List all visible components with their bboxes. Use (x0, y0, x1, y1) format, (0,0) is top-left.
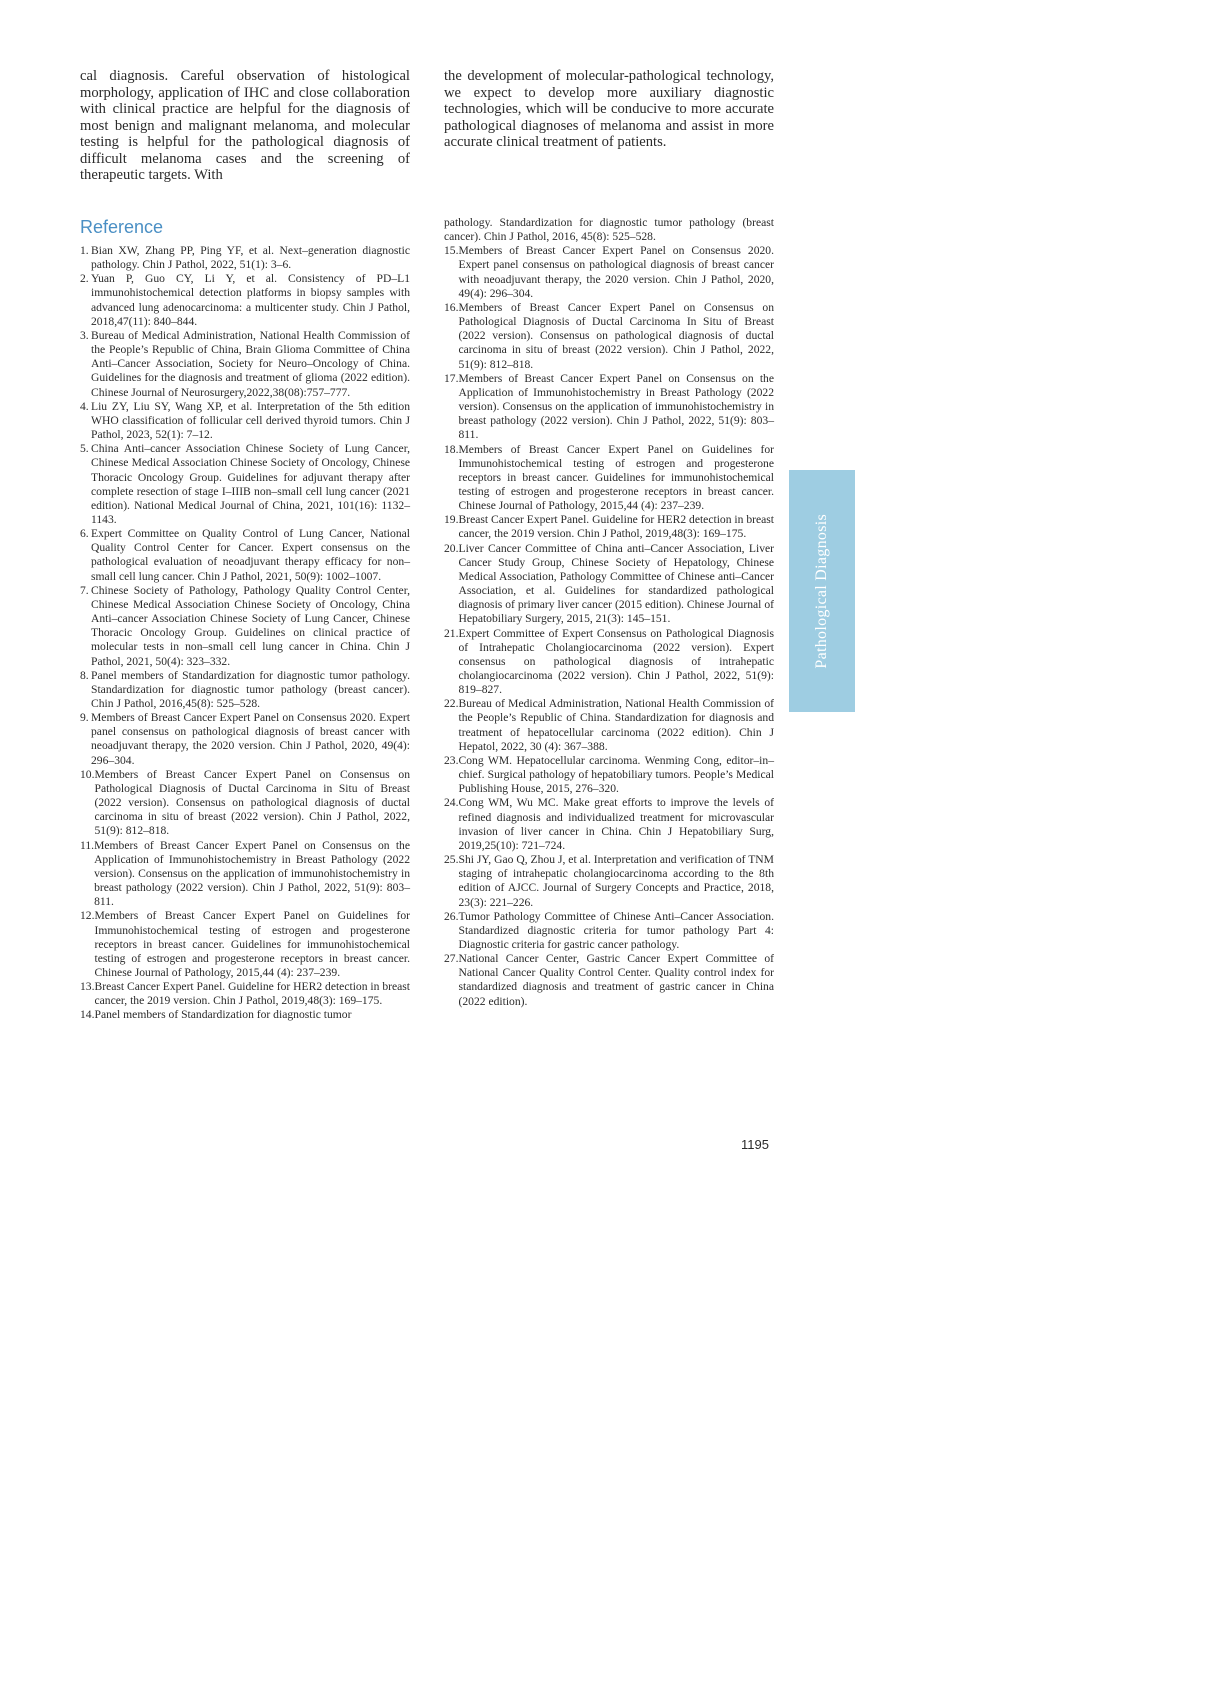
reference-item (444, 372, 774, 443)
reference-item (80, 711, 410, 768)
reference-item (80, 980, 410, 1008)
reference-heading: Reference (80, 217, 164, 237)
reference-item (80, 669, 410, 711)
reference-item (80, 584, 410, 669)
reference-number: 26. (444, 909, 459, 923)
reference-number: 1. (80, 244, 89, 257)
reference-item (444, 513, 774, 541)
reference-item (444, 244, 774, 301)
reference-number: 21. (444, 626, 459, 640)
reference-number: 23. (444, 753, 459, 767)
reference-text: Members of Breast Cancer Expert Panel on Guidelines for Immunohistochemical testing of estrogen and progesterone receptors in breast cancer. Guidelines for immunohistochemical testing of estrogen and progesterone receptors in breast cancer. Chinese Journal of Pathology, 2015,44 (4): 237–239. (94, 909, 410, 979)
reference-number: 18. (444, 442, 459, 456)
reference-number: 3. (80, 328, 89, 342)
reference-item (80, 527, 410, 584)
reference-number: 2. (80, 272, 89, 286)
reference-item (80, 768, 410, 839)
reference-text: Expert Committee of Expert Consensus on Pathological Diagnosis of Intrahepatic Cholangiocarcinoma (2022 version). Expert consensus on pathological diagnosis of intrahepatic cholangiocarcinoma (2022 version). Chin J Pathol, 2022, 51(9): 819–827. (458, 626, 774, 697)
reference-text: Shi JY, Gao Q, Zhou J, et al. Interpretation and verification of TNM staging of intrahepatic cholangiocarcinoma according to the 8th edition of AJCC. Journal of Surgery Concepts and Practice, 2018, 23(3): 221–226. (458, 853, 774, 909)
reference-item (80, 400, 410, 442)
body-text-right: the development of molecular-pathological technology, we expect to develop more auxiliary diagnostic technologies, which will be conducive to more accurate pathological diagnoses of melanoma and assist in more accurate clinical treatment of patients. (444, 68, 774, 150)
reference-item (444, 542, 774, 627)
reference-text: Liver Cancer Committee of China anti–Cancer Association, Liver Cancer Study Group, Chinese Society of Hepatology, Chinese Medical Association, Pathology Committee of Chinese anti–Cancer Association, et al. Guidelines for standardized pathological diagnosis of primary liver cancer (2015 edition). Chinese Journal of Hepatobiliary Surgery, 2015, 21(3): 145–151. (458, 541, 774, 626)
reference-number: 6. (80, 527, 89, 541)
reference-text: Breast Cancer Expert Panel. Guideline for HER2 detection in breast cancer, the 2019 version. Chin J Pathol, 2019,48(3): 169–175. (458, 513, 775, 541)
reference-item (444, 443, 774, 514)
reference-text: Panel members of Standardization for diagnostic tumor pathology. Standardization for diagnostic tumor pathology (breast cancer). Chin J Pathol, 2016,45(8): 525–528. (91, 668, 410, 710)
reference-number: 4. (80, 399, 89, 413)
reference-text: Members of Breast Cancer Expert Panel on Consensus 2020. Expert panel consensus on pathological diagnosis of breast cancer with neoadjuvant therapy, the 2020 version. Chin J Pathol, 2020, 49(4): 296–304. (91, 711, 410, 767)
reference-item (80, 1008, 410, 1022)
reference-number: 8. (80, 668, 89, 682)
reference-number: 20. (444, 541, 459, 555)
reference-item (80, 272, 410, 329)
reference-item (80, 329, 410, 400)
reference-number: 16. (444, 300, 459, 314)
reference-number: 10. (80, 767, 95, 781)
reference-item (80, 909, 410, 980)
reference-item (80, 442, 410, 527)
reference-item (444, 910, 774, 952)
reference-text: Expert Committee on Quality Control of Lung Cancer, National Quality Control Center for Cancer. Expert consensus on the pathological evaluation of neoadjuvant therapy efficacy for non–small cell lung cancer. Chin J Pathol, 2021, 50(9): 1002–1007. (91, 527, 410, 583)
section-side-tab (789, 470, 855, 712)
page-number: 1195 (741, 1137, 769, 1152)
reference-text: National Cancer Center, Gastric Cancer Expert Committee of National Cancer Quality Control Center. Quality control index for standardized diagnosis and treatment of gastric cancer in China (2022 edition). (458, 952, 774, 1008)
reference-text: Members of Breast Cancer Expert Panel on Consensus 2020. Expert panel consensus on pathological diagnosis of breast cancer with neoadjuvant therapy, the 2020 version. Chin J Pathol, 2020, 49(4): 296–304. (458, 244, 774, 300)
reference-text: Members of Breast Cancer Expert Panel on Consensus on Pathological Diagnosis of Ductal Carcinoma in Situ of Breast (2022 version). Consensus on pathological diagnosis of ductal carcinoma in situ of breast (2022 version). Chin J Pathol, 2022, 51(9): 812–818. (94, 767, 410, 838)
reference-number: 25. (444, 853, 459, 867)
reference-number: 17. (444, 371, 459, 385)
reference-text: Members of Breast Cancer Expert Panel on Consensus on the Application of Immunohistochemistry in Breast Pathology (2022 version). Consensus on the application of immunohistochemistry in breast pathology (2022 version). Chin J Pathol, 2022, 51(9): 803–811. (458, 371, 774, 442)
reference-text: Tumor Pathology Committee of Chinese Anti–Cancer Association. Standardized diagnostic criteria for tumor pathology Part 4: Diagnostic criteria for gastric cancer pathology. (458, 909, 774, 951)
reference-number: 5. (80, 442, 89, 456)
reference-text: Cong WM. Hepatocellular carcinoma. Wenming Cong, editor–in–chief. Surgical pathology of hepatobiliary tumors. People’s Medical Publishing House, 2015, 276–320. (458, 753, 774, 796)
reference-text: Liu ZY, Liu SY, Wang XP, et al. Interpretation of the 5th edition WHO classification of follicular cell derived thyroid tumors. Chin J Pathol, 2023, 52(1): 7–12. (91, 399, 410, 442)
reference-item (444, 952, 774, 1009)
reference-item (444, 796, 774, 853)
section-side-tab-label: Pathological Diagnosis (813, 513, 830, 669)
reference-text: Chinese Society of Pathology, Pathology Quality Control Center, Chinese Medical Association Chinese Society of Oncology, China Anti–cancer Association Chinese Society of Lung Cancer, Chinese Thoracic Oncology Group. Guidelines on clinical practice of molecular tests in non–small cell lung cancer in China. Chin J Pathol, 2021, 50(4): 323–332. (91, 583, 410, 668)
reference-text: Breast Cancer Expert Panel. Guideline for HER2 detection in breast cancer, the 2019 version. Chin J Pathol, 2019,48(3): 169–175. (94, 980, 411, 1008)
reference-text: Cong WM, Wu MC. Make great efforts to improve the levels of refined diagnosis and individualized treatment for microvascular invasion of liver cancer in China. Chin J Hepatobiliary Surg, 2019,25(10): 721–724. (458, 796, 774, 852)
reference-number: 15. (444, 244, 459, 258)
reference-item (444, 627, 774, 698)
reference-item (444, 754, 774, 796)
reference-number: 11. (80, 838, 95, 852)
reference-number: 13. (80, 980, 95, 994)
reference-number: 22. (444, 697, 459, 711)
reference-number: 24. (444, 796, 459, 810)
body-text-left: cal diagnosis. Careful observation of histological morphology, application of IHC and close collaboration with clinical practice are helpful for the diagnosis of most benign and malignant melanoma, and molecular testing is helpful for the pathological diagnosis of difficult melanoma cases and the screening of therapeutic targets. With (80, 68, 410, 183)
reference-text: Bureau of Medical Administration, National Health Commission of the People’s Republic of China. Standardization for diagnosis and treatment of hepatocellular carcinoma (2022 edition). Chin J Hepatol, 2022, 30 (4): 367–388. (458, 697, 774, 753)
reference-number: 7. (80, 583, 89, 597)
reference-number: 19. (444, 513, 459, 527)
reference-item (80, 839, 410, 910)
reference-text: Members of Breast Cancer Expert Panel on Consensus on Pathological Diagnosis of Ductal Carcinoma In Situ of Breast (2022 version). Consensus on pathological diagnosis of ductal carcinoma in situ of breast (2022 version). Chin J Pathol, 2022, 51(9): 812–818. (458, 300, 774, 371)
reference-item (444, 301, 774, 372)
reference-text: Bian XW, Zhang PP, Ping YF, et al. Next–generation diagnostic pathology. Chin J Pathol, 2022, 51(1): 3–6. (91, 244, 410, 272)
reference-number: 12. (80, 909, 95, 923)
reference-text: Bureau of Medical Administration, National Health Commission of the People’s Republic of China, Brain Glioma Committee of China Anti–Cancer Association, Society for Neuro–Oncology of China. Guidelines for the diagnosis and treatment of glioma (2022 edition). Chinese Journal of Neurosurgery,2022,38(08):757–777. (91, 328, 410, 399)
reference-text: China Anti–cancer Association Chinese Society of Lung Cancer, Chinese Medical Association Chinese Society of Oncology, Chinese Thoracic Oncology Group. Guidelines for adjuvant therapy after complete resection of stage I–IIIB non–small cell lung cancer (2021 edition). National Medical Journal of China, 2021, 101(16): 1132–1143. (91, 442, 410, 526)
reference-item (444, 853, 774, 910)
reference-number: 27. (444, 952, 459, 966)
reference-list-right (444, 216, 774, 1009)
reference-continuation: pathology. Standardization for diagnostic tumor pathology (breast cancer). Chin J Pathol, 2016, 45(8): 525–528. (444, 216, 774, 244)
reference-number: 9. (80, 711, 89, 725)
reference-number: 14. (80, 1008, 95, 1022)
reference-text: Panel members of Standardization for diagnostic tumor (94, 1008, 352, 1022)
reference-list-left (80, 244, 410, 1023)
reference-text: Members of Breast Cancer Expert Panel on Consensus on the Application of Immunohistochemistry in Breast Pathology (2022 version). Consensus on the application of immunohistochemistry in breast pathology (2022 version). Chin J Pathol, 2022, 51(9): 803–811. (94, 838, 410, 909)
reference-item (444, 697, 774, 754)
reference-text: Members of Breast Cancer Expert Panel on Guidelines for Immunohistochemical testing of estrogen and progesterone receptors in breast cancer. Guidelines for immunohistochemical testing of estrogen and progesterone receptors in breast cancer. Chinese Journal of Pathology, 2015,44 (4): 237–239. (458, 442, 774, 513)
reference-item (80, 244, 410, 272)
reference-text: Yuan P, Guo CY, Li Y, et al. Consistency of PD–L1 immunohistochemical detection platforms in biopsy samples with advanced lung adenocarcinoma: a multicenter study. Chin J Pathol, 2018,47(11): 840–844. (91, 272, 410, 328)
